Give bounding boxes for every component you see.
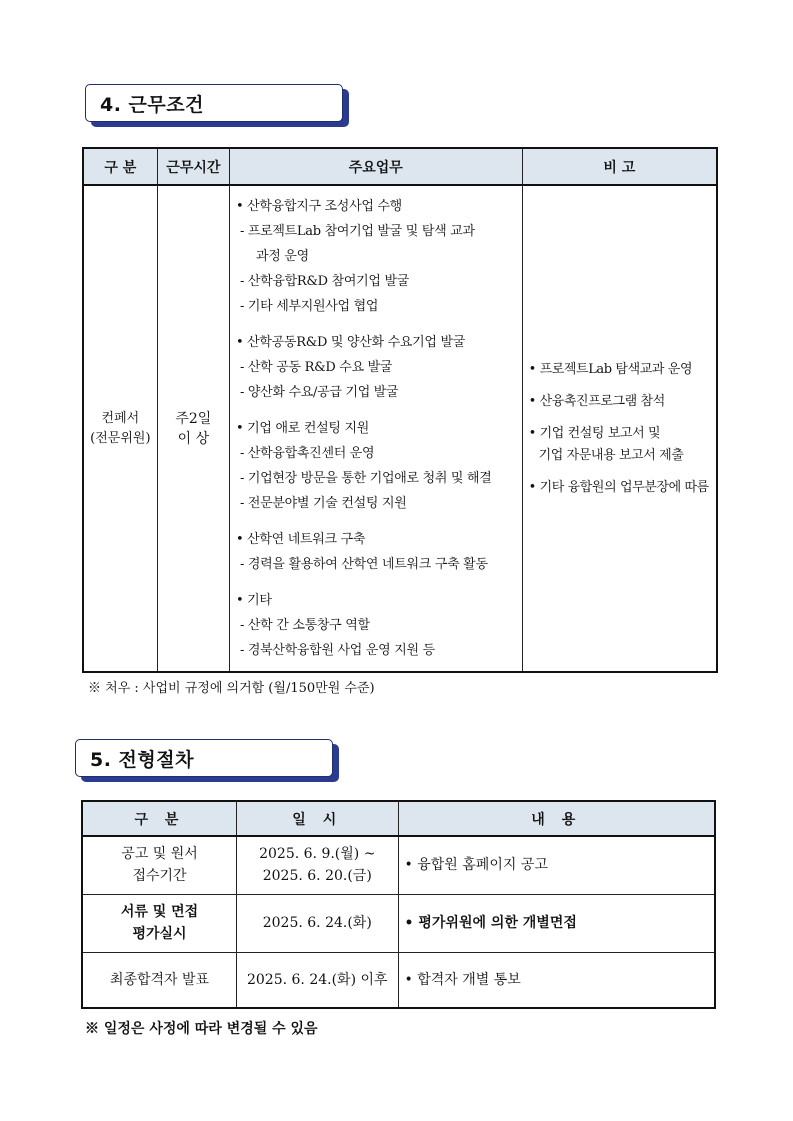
date-line: 2025. 6. 9.(월) ~ xyxy=(259,846,376,863)
category-line: 공고 및 원서 xyxy=(121,846,198,863)
date-line: 2025. 6. 20.(금) xyxy=(262,868,372,885)
date-line: 2025. 6. 24.(화) 이후 xyxy=(246,971,388,988)
category-line: 최종합격자 발표 xyxy=(109,971,210,988)
header-date: 일 시 xyxy=(237,801,399,836)
header-hours: 근무시간 xyxy=(157,148,229,185)
header-category: 구 분 xyxy=(82,801,237,836)
compensation-footnote: ※ 처우 : 사업비 규정에 의거함 (월/150만원 수준) xyxy=(88,681,375,696)
duty-item: - 산학 간 소통창구 역할 xyxy=(239,618,370,633)
duty-heading: • 산학연 네트워크 구축 xyxy=(235,532,366,547)
table-row xyxy=(82,836,715,894)
note-item: • 기타 융합원의 업무분장에 따름 xyxy=(528,479,709,495)
table-row xyxy=(83,185,717,672)
table-header-row xyxy=(83,148,717,185)
note-line: • 기업 컨설팅 보고서 및 xyxy=(528,425,661,441)
header-notes: 비 고 xyxy=(522,148,717,185)
duty-item: - 기타 세부지원사업 협업 xyxy=(239,299,379,314)
duty-heading: • 산학공동R&D 및 양산화 수요기업 발굴 xyxy=(235,335,465,350)
date-cell xyxy=(237,894,399,952)
table-row xyxy=(82,952,715,1008)
duties-cell xyxy=(229,185,522,672)
duty-item: - 기업현장 방문을 통한 기업애로 청취 및 해결 xyxy=(239,471,492,486)
content-cell: • 평가위원에 의한 개별면접 xyxy=(398,894,715,952)
schedule-footnote: ※ 일정은 사정에 따라 변경될 수 있음 xyxy=(85,1021,318,1037)
notes-cell xyxy=(522,185,717,672)
note-item xyxy=(529,423,716,467)
category-line: 서류 및 면접 xyxy=(120,904,199,920)
hours-line: 주2일 xyxy=(175,410,212,427)
note-item: • 프로젝트Lab 탐색교과 운영 xyxy=(528,361,693,377)
duty-item: - 경북산학융합원 사업 운영 지원 등 xyxy=(239,643,435,658)
hours-cell xyxy=(157,185,229,672)
duty-group xyxy=(234,330,522,405)
content-cell: • 합격자 개별 통보 xyxy=(398,952,715,1008)
note-item: • 산융촉진프로그램 참석 xyxy=(528,393,665,409)
category-line: 접수기간 xyxy=(132,868,187,885)
work-conditions-table xyxy=(82,147,718,673)
date-line: 2025. 6. 24.(화) xyxy=(262,915,372,931)
category-cell xyxy=(83,185,157,672)
section-4-title: 4. 근무조건 xyxy=(100,93,204,116)
date-cell xyxy=(237,836,399,894)
duty-group xyxy=(234,194,522,319)
duty-heading: • 산학융합지구 조성사업 수행 xyxy=(235,199,402,214)
section-5-title-box xyxy=(75,739,333,777)
duty-heading: • 기타 xyxy=(235,593,272,608)
duty-group xyxy=(234,527,522,577)
header-category: 구 분 xyxy=(83,148,157,185)
table-row xyxy=(82,894,715,952)
duty-item: - 산학 공동 R&D 수요 발굴 xyxy=(239,360,393,375)
selection-process-table xyxy=(81,800,716,1009)
hours-line: 이 상 xyxy=(177,430,210,447)
note-line: 기업 자문내용 보고서 제출 xyxy=(538,447,684,463)
category-line: 평가실시 xyxy=(132,926,187,942)
duty-item: - 전문분야별 기술 컨설팅 지원 xyxy=(239,496,407,511)
header-duties: 주요업무 xyxy=(229,148,522,185)
duty-heading: • 기업 애로 컨설팅 지원 xyxy=(235,421,369,436)
category-cell xyxy=(82,836,237,894)
category-line: 컨페서 xyxy=(101,410,140,426)
content-cell: • 융합원 홈페이지 공고 xyxy=(398,836,715,894)
category-cell xyxy=(82,894,237,952)
date-cell xyxy=(237,952,399,1008)
duty-item: 과정 운영 xyxy=(255,249,309,264)
duty-group xyxy=(234,588,522,663)
category-cell xyxy=(82,952,237,1008)
duty-item: - 경력을 활용하여 산학연 네트워크 구축 활동 xyxy=(239,557,488,572)
section-4-title-box xyxy=(85,84,343,122)
duty-item: - 산학융합촉진센터 운영 xyxy=(239,446,375,461)
table-header-row xyxy=(82,801,715,836)
duty-group xyxy=(234,416,522,516)
category-line: (전문위원) xyxy=(90,430,151,446)
duty-item: - 프로젝트Lab 참여기업 발굴 및 탐색 교과 xyxy=(239,224,475,239)
section-5-title: 5. 전형절차 xyxy=(90,748,194,771)
header-content: 내 용 xyxy=(398,801,715,836)
duty-item: - 산학융합R&D 참여기업 발굴 xyxy=(239,274,410,289)
duty-item: - 양산화 수요/공급 기업 발굴 xyxy=(239,385,399,400)
